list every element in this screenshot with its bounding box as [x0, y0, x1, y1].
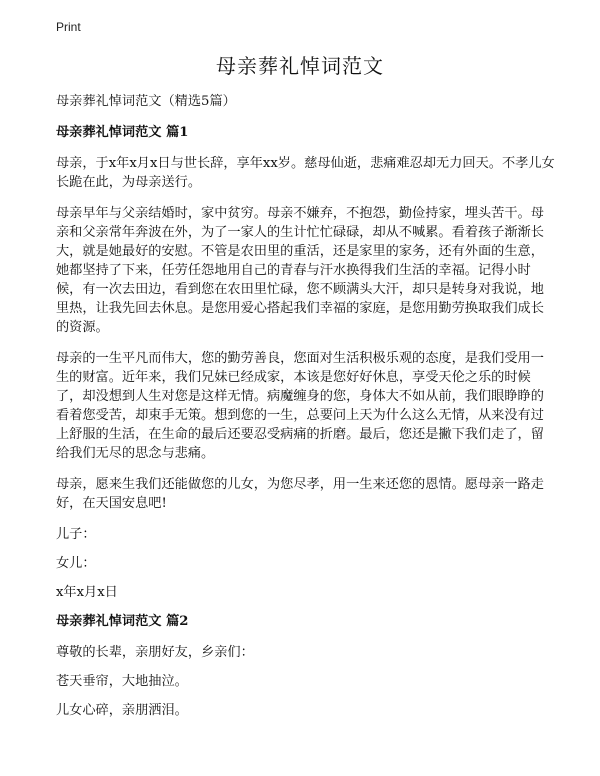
- date-line: x年x月x日: [56, 585, 118, 600]
- paragraph: 儿女心碎，亲朋洒泪。: [56, 703, 188, 718]
- section-heading-1: 母亲葬礼悼词范文 篇1: [56, 125, 189, 140]
- print-label: Print: [56, 20, 81, 34]
- paragraph: 母亲的一生平凡而伟大，您的勤劳善良，您面对生活积极乐观的态度，是我们受用一生的财富。近年来，我们兄妹已经成家，本该是您好好休息，享受天伦之乐的时候了，却没想到人生对您是这样无情。病魔缠身的您，身体大不如从前，我们眼睁睁的看着您受苦，却束手无策。想到您的一生，总要问上天为什么这么无情，从来没有过上舒服的生活，在生命的最后还要忍受病痛的折磨。最后，您还是撇下我们走了，留给我们无尽的思念与悲痛。: [56, 351, 544, 461]
- signature-daughter: 女儿：: [56, 556, 96, 571]
- paragraph: 尊敬的长辈，亲朋好友，乡亲们：: [56, 645, 254, 660]
- section-heading-2: 母亲葬礼悼词范文 篇2: [56, 614, 189, 629]
- paragraph: 苍天垂帘，大地抽泣。: [56, 674, 188, 689]
- paragraph: 母亲，愿来生我们还能做您的儿女，为您尽孝，用一生来还您的恩情。愿母亲一路走好，在天国安息吧!: [56, 477, 544, 511]
- paragraph: 母亲，于x年x月x日与世长辞，享年xx岁。慈母仙逝，悲痛难忍却无力回天。不孝儿女长跪在此，为母亲送行。: [56, 156, 555, 190]
- paragraph: 母亲早年与父亲结婚时，家中贫穷。母亲不嫌弃，不抱怨，勤俭持家，埋头苦干。母亲和父亲常年奔波在外，为了一家人的生计忙忙碌碌，却从不喊累。看着孩子渐渐长大，就是她最好的安慰。不管是农田里的重活，还是家里的家务，还有外面的生意，她都坚持了下来，任劳任怨地用自己的青春与汗水换得我们生活的幸福。记得小时候，有一次去田边，看到您在农田里忙碌，您不顾满头大汗，却只是转身对我说，地里热，让我先回去休息。是您用爱心搭起我们幸福的家庭，是您用勤劳换取我们成长的资源。: [56, 206, 544, 335]
- document-title: 母亲葬礼悼词范文: [216, 54, 384, 78]
- signature-son: 儿子：: [56, 527, 96, 542]
- document-subtitle: 母亲葬礼悼词范文（精选5篇）: [56, 94, 236, 109]
- document-body: [56, 92, 556, 730]
